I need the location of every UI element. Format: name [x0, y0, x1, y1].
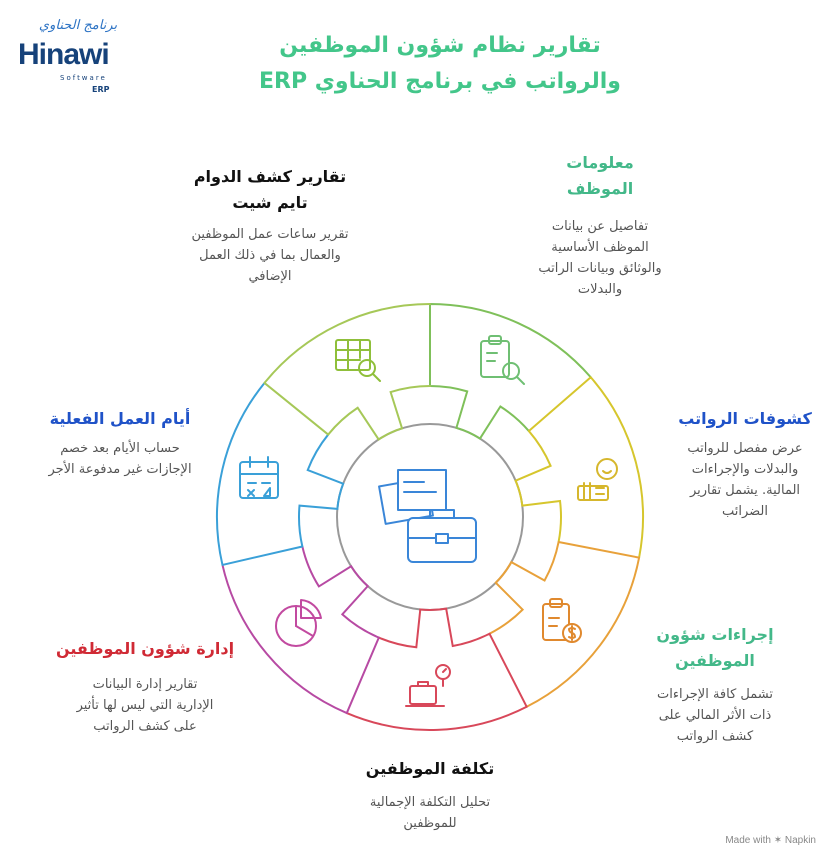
calendar-x4-icon — [240, 457, 278, 498]
timesheet-title: تقارير كشف الدوام تايم شيت — [193, 167, 347, 212]
payroll-slips-title: كشوفات الرواتب — [678, 409, 812, 428]
employee-cost-title: تكلفة الموظفين — [365, 759, 495, 778]
logo-english-text: Hinawi — [18, 38, 109, 71]
clipboard-dollar-icon — [543, 599, 581, 642]
table-search-icon — [336, 340, 380, 381]
actual-workdays-title: أيام العمل الفعلية — [49, 409, 191, 428]
ring-segment-payroll-slips — [516, 377, 643, 557]
section-actual-workdays: أيام العمل الفعلية حساب الأيام بعد خصم الإجازات غير مدفوعة الأجر — [20, 406, 220, 480]
center-documents-briefcase-icon — [379, 470, 476, 562]
hr-procedures-title: إجراءات شؤون الموظفين — [656, 625, 774, 670]
page-title-line1: تقارير نظام شؤون الموظفين — [279, 33, 601, 58]
made-with-napkin-footer: Made with ✶ Napkin — [725, 835, 816, 846]
scale-briefcase-icon — [406, 665, 450, 706]
section-employee-cost: تكلفة الموظفين تحليل التكلفة الإجمالية للموظفين — [320, 756, 540, 834]
ring-segment-actual-workdays — [217, 383, 343, 565]
hr-management-title: إدارة شؤون الموظفين — [55, 639, 235, 658]
section-hr-management: إدارة شؤون الموظفين تقارير إدارة البيانات الإدارية التي ليس لها تأثير على كشف الرواتب — [30, 636, 260, 737]
employee-cash-icon — [578, 459, 617, 500]
ring-segment-timesheet — [264, 304, 430, 439]
pie-chart-icon — [276, 600, 321, 646]
logo-erp-text: ERP — [92, 85, 110, 94]
section-payroll-slips: كشوفات الرواتب عرض مفصل للرواتب والبدلات والإجراءات المالية. يشمل تقارير الضرائب — [660, 406, 830, 522]
logo-sub-text: Software — [60, 74, 107, 82]
section-hr-procedures: إجراءات شؤون الموظفين تشمل كافة الإجراءات ذات الأثر المالي على كشف الرواتب — [630, 622, 800, 747]
clipboard-search-icon — [481, 336, 524, 384]
ring-segment-employee-info — [430, 304, 591, 439]
napkin-icon: ✶ — [773, 835, 783, 846]
logo-arabic-text: برنامج الحناوي — [38, 18, 118, 33]
ring-segment-hr-procedures — [489, 542, 639, 707]
page-title-line2: والرواتب في برنامج الحناوي ERP — [258, 69, 621, 94]
employee-info-title: معلومات الموظف — [566, 153, 634, 198]
section-timesheet: تقارير كشف الدوام تايم شيت تقرير ساعات عمل الموظفين والعمال بما في ذلك العمل الإضافي — [160, 164, 380, 287]
employee-info-description: تفاصيل عن بيانات الموظف الأساسية والوثائق وبيانات الراتب والبدلات — [538, 219, 662, 297]
section-employee-info — [520, 150, 680, 202]
